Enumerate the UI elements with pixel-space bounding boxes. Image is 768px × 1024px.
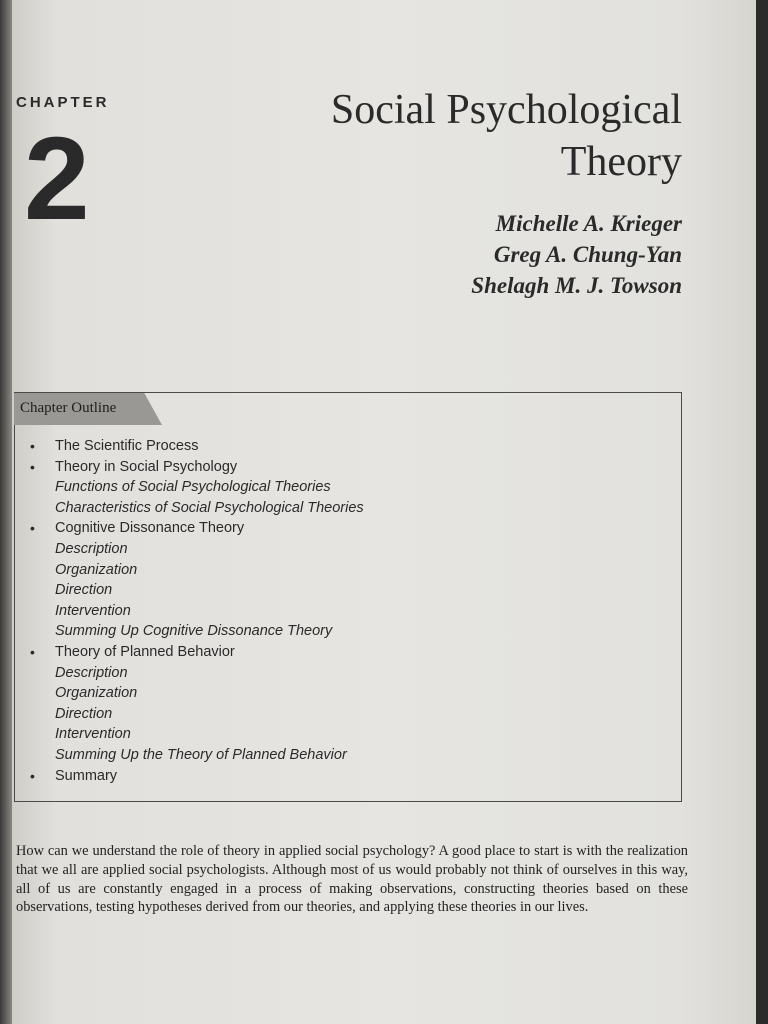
chapter-label: CHAPTER: [16, 94, 110, 111]
page-binding-shadow: [0, 0, 12, 1024]
outline-subtopic: Description: [55, 664, 128, 681]
outline-topic: • Cognitive Dissonance Theory: [30, 518, 364, 539]
author-list: [471, 208, 682, 301]
author-name: Michelle A. Krieger: [495, 211, 682, 236]
author-name: Shelagh M. J. Towson: [471, 273, 682, 298]
outline-subtopic: Organization: [55, 685, 138, 702]
outline-topic: • Theory of Planned Behavior: [30, 642, 364, 663]
outline-subtopic: Direction: [55, 705, 113, 722]
chapter-outline-list: [30, 436, 364, 786]
outline-subtopic: Characteristics of Social Psychological Theories: [55, 499, 364, 516]
outline-subtopic: Description: [55, 540, 128, 557]
chapter-title-line-1: Social Psychological: [330, 87, 682, 133]
author-name: Greg A. Chung-Yan: [493, 242, 682, 267]
chapter-title: [331, 84, 682, 188]
outline-subtopic: Functions of Social Psychological Theories: [55, 479, 331, 496]
outline-topic: • Summary: [30, 766, 364, 787]
outline-topic: • Theory in Social Psychology: [30, 457, 364, 478]
outline-subtopic: Summing Up the Theory of Planned Behavior: [55, 746, 347, 763]
outline-subtopic: Intervention: [55, 602, 131, 619]
intro-paragraph: How can we understand the role of theory in applied social psychology? A good place to start is with the realization that we all are applied social psychologists. Although most of us would probably not think of ourselves in this way, all of us are constantly engaged in a process of making observations, constructing theories based on these observations, testing hypotheses derived from our theories, and applying these theories in our lives.: [16, 843, 688, 916]
chapter-number: 2: [24, 113, 90, 245]
chapter-title-line-2: Theory: [560, 139, 682, 185]
outline-subtopic: Direction: [55, 582, 113, 599]
outline-topic: • The Scientific Process: [30, 436, 364, 457]
outline-subtopic: Summing Up Cognitive Dissonance Theory: [55, 623, 333, 640]
outline-subtopic: Intervention: [55, 726, 131, 743]
chapter-outline-heading: Chapter Outline: [20, 400, 117, 416]
outline-subtopic: Organization: [55, 561, 138, 578]
